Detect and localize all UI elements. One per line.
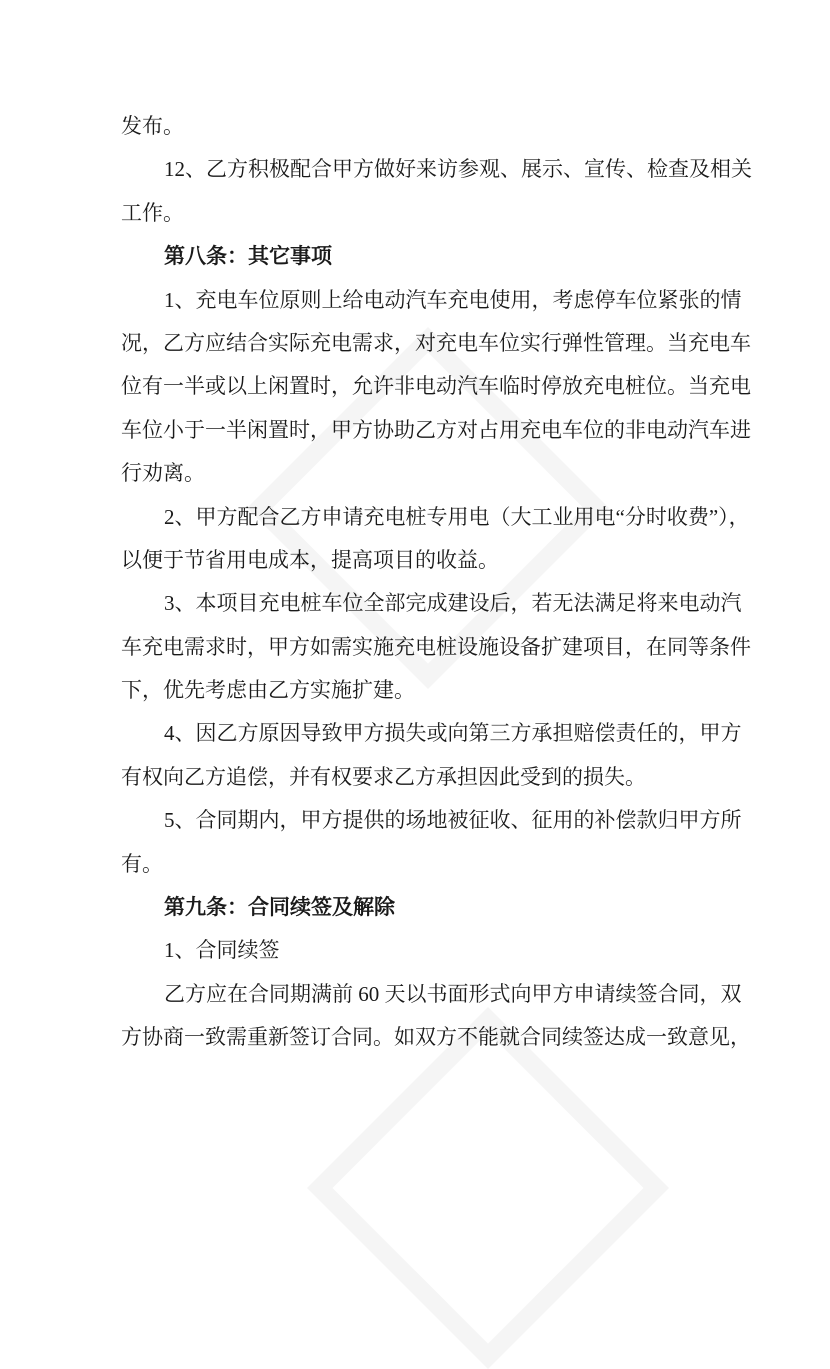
text-line: 位有一半或以上闲置时，允许非电动汽车临时停放充电桩位。当充电 [121, 374, 751, 399]
text-line: 有。 [121, 851, 163, 876]
text-line: 3、本项目充电桩车位全部完成建设后，若无法满足将来电动汽 [164, 591, 742, 616]
text-line: 车位小于一半闲置时，甲方协助乙方对占用充电车位的非电动汽车进 [121, 417, 751, 442]
text-line: 1、合同续签 [164, 938, 280, 963]
section-heading: 第九条：合同续签及解除 [164, 895, 395, 920]
text-line: 方协商一致需重新签订合同。如双方不能就合同续签达成一致意见， [121, 1025, 751, 1050]
text-line: 工作。 [121, 200, 184, 225]
document-page [121, 108, 752, 1063]
text-line: 发布。 [121, 114, 184, 138]
text-line: 下，优先考虑由乙方实施扩建。 [121, 678, 415, 703]
text-line: 车充电需求时，甲方如需实施充电桩设施设备扩建项目，在同等条件 [121, 634, 751, 659]
text-line: 以便于节省用电成本，提高项目的收益。 [121, 547, 499, 572]
text-line: 况，乙方应结合实际充电需求，对充电车位实行弹性管理。当充电车 [121, 330, 751, 355]
text-line: 4、因乙方原因导致甲方损失或向第三方承担赔偿责任的，甲方 [164, 721, 742, 746]
text-line: 2、甲方配合乙方申请充电桩专用电（大工业用电“分时收费”）， [164, 504, 750, 529]
text-line: 1、充电车位原则上给电动汽车充电使用，考虑停车位紧张的情 [164, 287, 742, 312]
text-line: 12、乙方积极配合甲方做好来访参观、展示、宣传、检查及相关 [164, 157, 752, 182]
section-heading: 第八条：其它事项 [164, 244, 332, 269]
text-line: 5、合同期内，甲方提供的场地被征收、征用的补偿款归甲方所 [164, 808, 742, 833]
text-line: 行劝离。 [121, 461, 205, 486]
text-line: 乙方应在合同期满前 60 天以书面形式向甲方申请续签合同，双 [164, 981, 742, 1006]
text-line: 有权向乙方追偿，并有权要求乙方承担因此受到的损失。 [121, 764, 646, 789]
